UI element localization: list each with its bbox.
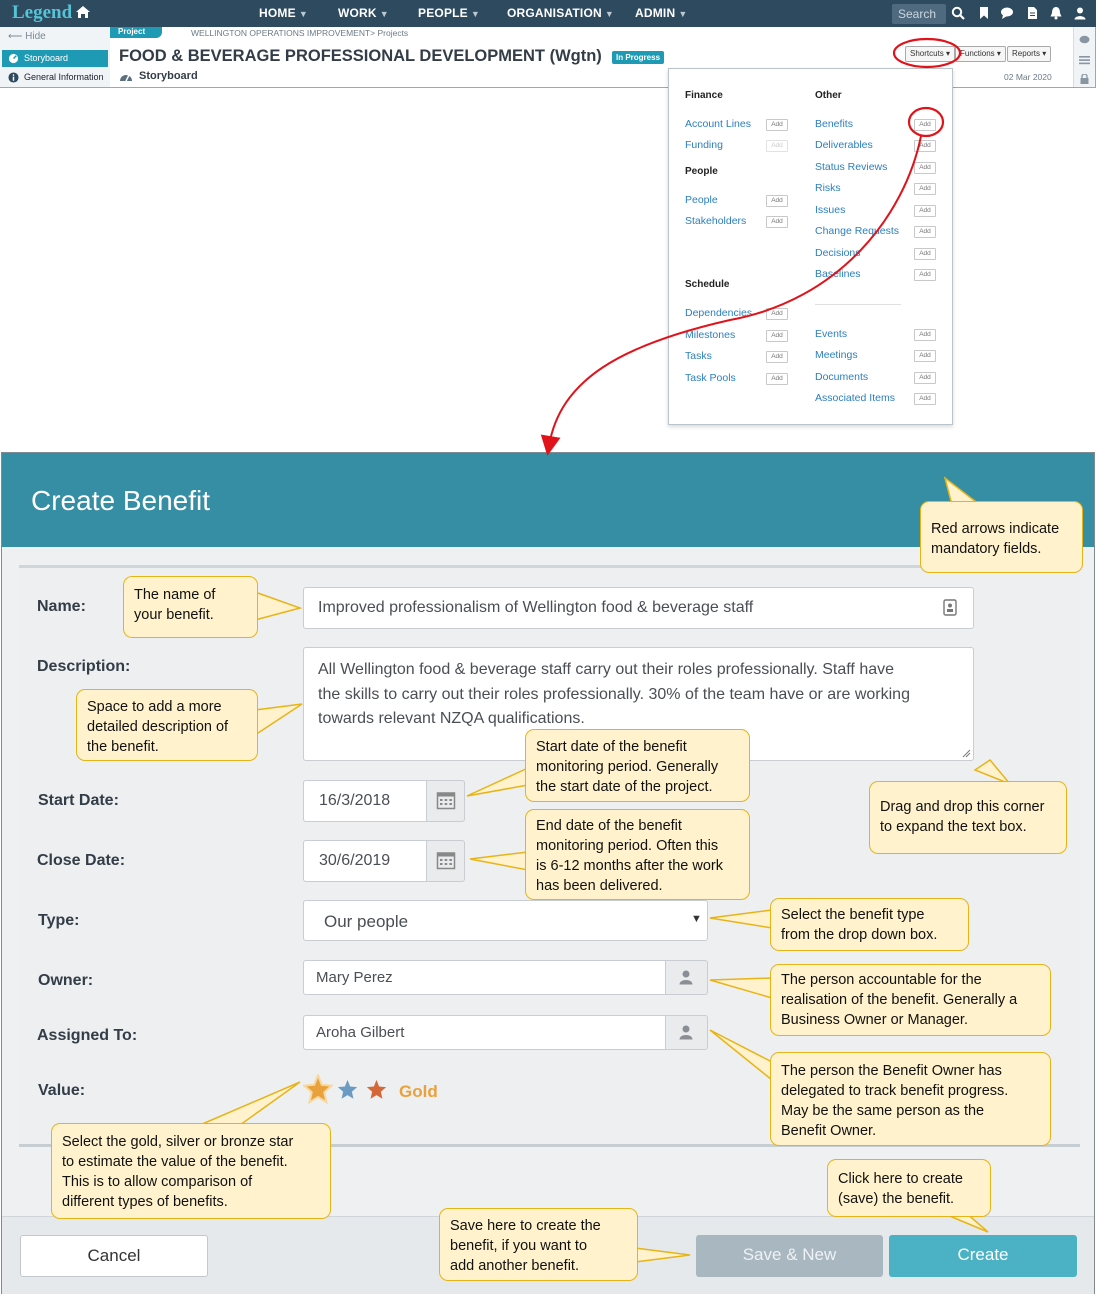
callout-line: is 6-12 months after the work: [536, 858, 723, 874]
caret-down-icon: ▾: [996, 49, 1001, 58]
type-label: Type:: [38, 912, 80, 929]
silver-star-icon[interactable]: [337, 1079, 358, 1100]
callout-name: [123, 576, 258, 638]
add-baselines-button[interactable]: Add: [914, 269, 936, 281]
callout-line: the benefit.: [87, 739, 159, 755]
bell-icon[interactable]: [1049, 6, 1063, 20]
add-tasks-button[interactable]: Add: [766, 351, 788, 363]
callout-line: Click here to create: [838, 1171, 963, 1187]
add-benefits-button[interactable]: Add: [914, 119, 936, 131]
shortcut-events[interactable]: Events: [815, 328, 848, 340]
shortcuts-label: Shortcuts: [910, 49, 944, 58]
person-icon: [678, 1024, 694, 1040]
section-people-title: People: [685, 166, 718, 177]
callout-line: your benefit.: [134, 607, 214, 623]
callout-line: The person the Benefit Owner has: [781, 1063, 1002, 1079]
shortcut-meetings[interactable]: Meetings: [815, 349, 858, 361]
callout-line: Select the gold, silver or bronze star: [62, 1134, 294, 1150]
callout-line: from the drop down box.: [781, 927, 938, 943]
callout-resize: [869, 781, 1067, 854]
callout-line: delegated to track benefit progress.: [781, 1083, 1009, 1099]
nav-organisation-label: ORGANISATION: [507, 6, 602, 20]
nav-home-label: HOME: [259, 6, 296, 20]
callout-owner: [770, 964, 1051, 1036]
person-icon: [678, 969, 694, 985]
shortcut-dependencies[interactable]: Dependencies: [685, 307, 753, 319]
description-line: towards relevant NZQA qualifications.: [318, 710, 585, 727]
shortcut-decisions[interactable]: Decisions: [815, 247, 861, 259]
functions-button[interactable]: [955, 46, 1006, 62]
owner-value: Mary Perez: [316, 969, 393, 986]
nav-work-label: WORK: [338, 6, 377, 20]
callout-line: different types of benefits.: [62, 1194, 228, 1210]
save-and-new-button[interactable]: Save & New: [696, 1235, 883, 1277]
callout-type: [770, 898, 969, 951]
add-stakeholders-button[interactable]: Add: [766, 216, 788, 228]
cancel-button[interactable]: Cancel: [20, 1235, 208, 1277]
start-date-value: 16/3/2018: [319, 792, 391, 809]
name-value: Improved professionalism of Wellington food & beverage staff: [318, 599, 754, 616]
callout-line: Start date of the benefit: [536, 739, 687, 755]
callout-line: Red arrows indicate: [931, 521, 1060, 537]
calendar-icon: [436, 790, 456, 810]
callout-line: detailed description of: [87, 719, 229, 735]
callout-line: The name of: [134, 587, 216, 603]
add-task-pools-button[interactable]: Add: [766, 373, 788, 385]
arrow-left-icon: ⟵: [8, 31, 26, 42]
callout-start-date: [525, 729, 750, 802]
home-icon[interactable]: [75, 5, 91, 19]
callout-line: has been delivered.: [536, 878, 663, 894]
status-badge: In Progress: [612, 51, 664, 64]
caret-down-icon: ▼: [691, 913, 702, 925]
functions-label: Functions: [960, 49, 995, 58]
section-finance-title: Finance: [685, 90, 723, 101]
sidebar-item-label: Storyboard: [24, 53, 69, 63]
nav-admin[interactable]: ADMIN ▼: [635, 6, 688, 20]
add-meetings-button[interactable]: Add: [914, 350, 936, 362]
callout-line: Business Owner or Manager.: [781, 1012, 968, 1028]
storyboard-subtitle: Storyboard: [139, 70, 198, 82]
description-line: All Wellington food & beverage staff carry out their roles professionally. Staff have: [318, 661, 895, 678]
callout-line: realisation of the benefit. Generally a: [781, 992, 1018, 1008]
callout-line: the start date of the project.: [536, 779, 713, 795]
shortcut-change-requests[interactable]: Change Requests: [815, 225, 900, 237]
date-stamp: 02 Mar 2020: [1004, 72, 1052, 82]
callout-close-date: [525, 809, 750, 900]
callout-line: add another benefit.: [450, 1258, 579, 1274]
shortcut-funding[interactable]: Funding: [685, 139, 723, 151]
nav-organisation[interactable]: ORGANISATION ▼: [507, 6, 614, 20]
close-date-value: 30/6/2019: [319, 852, 391, 869]
shortcut-tasks[interactable]: Tasks: [685, 350, 712, 362]
add-issues-button[interactable]: Add: [914, 205, 936, 217]
callout-line: Space to add a more: [87, 699, 222, 715]
user-icon[interactable]: [1073, 6, 1087, 20]
dashboard-icon: [8, 53, 19, 64]
add-status-reviews-button[interactable]: Add: [914, 162, 936, 174]
description-label: Description:: [37, 658, 131, 675]
document-icon[interactable]: [1025, 6, 1039, 20]
callout-value: [51, 1123, 331, 1219]
caret-down-icon: ▾: [1042, 49, 1047, 58]
shortcut-documents[interactable]: Documents: [815, 371, 869, 383]
reports-button[interactable]: [1007, 46, 1051, 62]
add-deliverables-button[interactable]: Add: [914, 140, 936, 152]
assigned-to-input[interactable]: [303, 1015, 666, 1050]
project-tab[interactable]: Project: [110, 27, 162, 38]
shortcut-risks[interactable]: Risks: [815, 182, 841, 194]
add-change-requests-button[interactable]: Add: [914, 226, 936, 238]
shortcut-status-reviews[interactable]: Status Reviews: [815, 161, 888, 173]
shortcut-baselines[interactable]: Baselines: [815, 268, 861, 280]
hide-sidebar-button[interactable]: [8, 31, 46, 42]
contact-card-icon: [943, 599, 957, 616]
callout-line: The person accountable for the: [781, 972, 982, 988]
name-label: Name:: [37, 598, 86, 615]
add-documents-button[interactable]: Add: [914, 372, 936, 384]
sidebar-item-label: General Information: [24, 72, 104, 82]
lock-icon[interactable]: [1079, 74, 1090, 84]
shortcut-people[interactable]: People: [685, 194, 718, 206]
add-funding-button[interactable]: Add: [766, 140, 788, 152]
callout-line: benefit, if you want to: [450, 1238, 588, 1254]
type-select[interactable]: [303, 900, 708, 941]
divider: [815, 304, 901, 305]
close-date-input[interactable]: [303, 840, 427, 882]
callout-line: Save here to create the: [450, 1218, 601, 1234]
callout-line: Drag and drop this corner: [880, 799, 1045, 815]
assigned-to-value: Aroha Gilbert: [316, 1024, 405, 1041]
add-decisions-button[interactable]: Add: [914, 248, 936, 260]
add-risks-button[interactable]: Add: [914, 183, 936, 195]
shortcut-issues[interactable]: Issues: [815, 204, 846, 216]
chat-icon[interactable]: [1000, 6, 1014, 20]
callout-mandatory: [920, 501, 1083, 573]
callout-line: mandatory fields.: [931, 541, 1042, 557]
nav-people[interactable]: PEOPLE ▼: [418, 6, 480, 20]
callout-line: Benefit Owner.: [781, 1123, 877, 1139]
section-other-title: Other: [815, 90, 842, 101]
shortcut-deliverables[interactable]: Deliverables: [815, 139, 873, 151]
shortcut-benefits[interactable]: Benefits: [815, 118, 853, 130]
value-text: Gold: [399, 1082, 438, 1101]
close-date-label: Close Date:: [37, 852, 126, 869]
callout-line: (save) the benefit.: [838, 1191, 955, 1207]
value-label: Value:: [38, 1082, 86, 1099]
page-title: FOOD & BEVERAGE PROFESSIONAL DEVELOPMENT (Wgtn): [119, 47, 602, 65]
create-button[interactable]: Create: [889, 1235, 1077, 1277]
shortcut-account-lines[interactable]: Account Lines: [685, 118, 751, 130]
type-value: Our people: [324, 912, 409, 931]
callout-description: [76, 689, 258, 761]
owner-label: Owner:: [38, 972, 94, 989]
bronze-star-icon[interactable]: [366, 1079, 387, 1100]
caret-down-icon: ▾: [946, 49, 951, 58]
reports-label: Reports: [1012, 49, 1041, 58]
dashboard-icon: [119, 70, 133, 83]
bookmark-icon[interactable]: [977, 6, 991, 20]
add-account-lines-button[interactable]: Add: [766, 119, 788, 131]
hide-label: Hide: [25, 31, 46, 42]
calendar-icon: [436, 850, 456, 870]
start-date-input[interactable]: [303, 780, 427, 822]
add-dependencies-button[interactable]: Add: [766, 308, 788, 320]
assigned-to-label: Assigned To:: [37, 1027, 138, 1044]
start-date-label: Start Date:: [38, 792, 119, 809]
nav-work[interactable]: WORK ▼: [338, 6, 389, 20]
gold-star-icon[interactable]: [303, 1074, 333, 1104]
shortcut-task-pools[interactable]: Task Pools: [685, 372, 736, 384]
callout-line: to expand the text box.: [880, 819, 1027, 835]
callout-line: monitoring period. Generally: [536, 759, 719, 775]
nav-home[interactable]: HOME ▼: [259, 6, 308, 20]
search-input[interactable]: Search: [892, 4, 946, 24]
callout-assigned-to: [770, 1052, 1051, 1146]
resize-handle-icon[interactable]: [961, 748, 971, 758]
breadcrumb[interactable]: WELLINGTON OPERATIONS IMPROVEMENT> Projects: [191, 28, 409, 38]
callout-line: May be the same person as the: [781, 1103, 985, 1119]
callout-save-new: [439, 1208, 638, 1281]
callout-line: to estimate the value of the benefit.: [62, 1154, 288, 1170]
add-associated-items-button[interactable]: Add: [914, 393, 936, 405]
info-icon: [8, 72, 19, 83]
shortcut-associated-items[interactable]: Associated Items: [815, 392, 895, 404]
comment-icon[interactable]: [1079, 35, 1090, 45]
callout-line: End date of the benefit: [536, 818, 682, 834]
shortcuts-button[interactable]: [905, 46, 955, 62]
add-people-button[interactable]: Add: [766, 195, 788, 207]
shortcut-milestones[interactable]: Milestones: [685, 329, 736, 341]
callout-line: monitoring period. Often this: [536, 838, 719, 854]
name-field[interactable]: [303, 587, 974, 629]
search-icon[interactable]: [951, 6, 965, 20]
section-schedule-title: Schedule: [685, 279, 730, 290]
callout-line: This is to allow comparison of: [62, 1174, 253, 1190]
shortcut-stakeholders[interactable]: Stakeholders: [685, 215, 747, 227]
nav-people-label: PEOPLE: [418, 6, 468, 20]
add-events-button[interactable]: Add: [914, 329, 936, 341]
add-milestones-button[interactable]: Add: [766, 330, 788, 342]
callout-line: Select the benefit type: [781, 907, 925, 923]
nav-admin-label: ADMIN: [635, 6, 676, 20]
app-logo[interactable]: Legend: [12, 2, 73, 23]
callout-create: [827, 1159, 991, 1217]
owner-input[interactable]: [303, 960, 666, 995]
description-line: the skills to carry out their roles professionally. 30% of the team have or are working: [318, 685, 910, 703]
dialog-title: Create Benefit: [31, 485, 210, 516]
list-icon[interactable]: [1079, 55, 1090, 65]
